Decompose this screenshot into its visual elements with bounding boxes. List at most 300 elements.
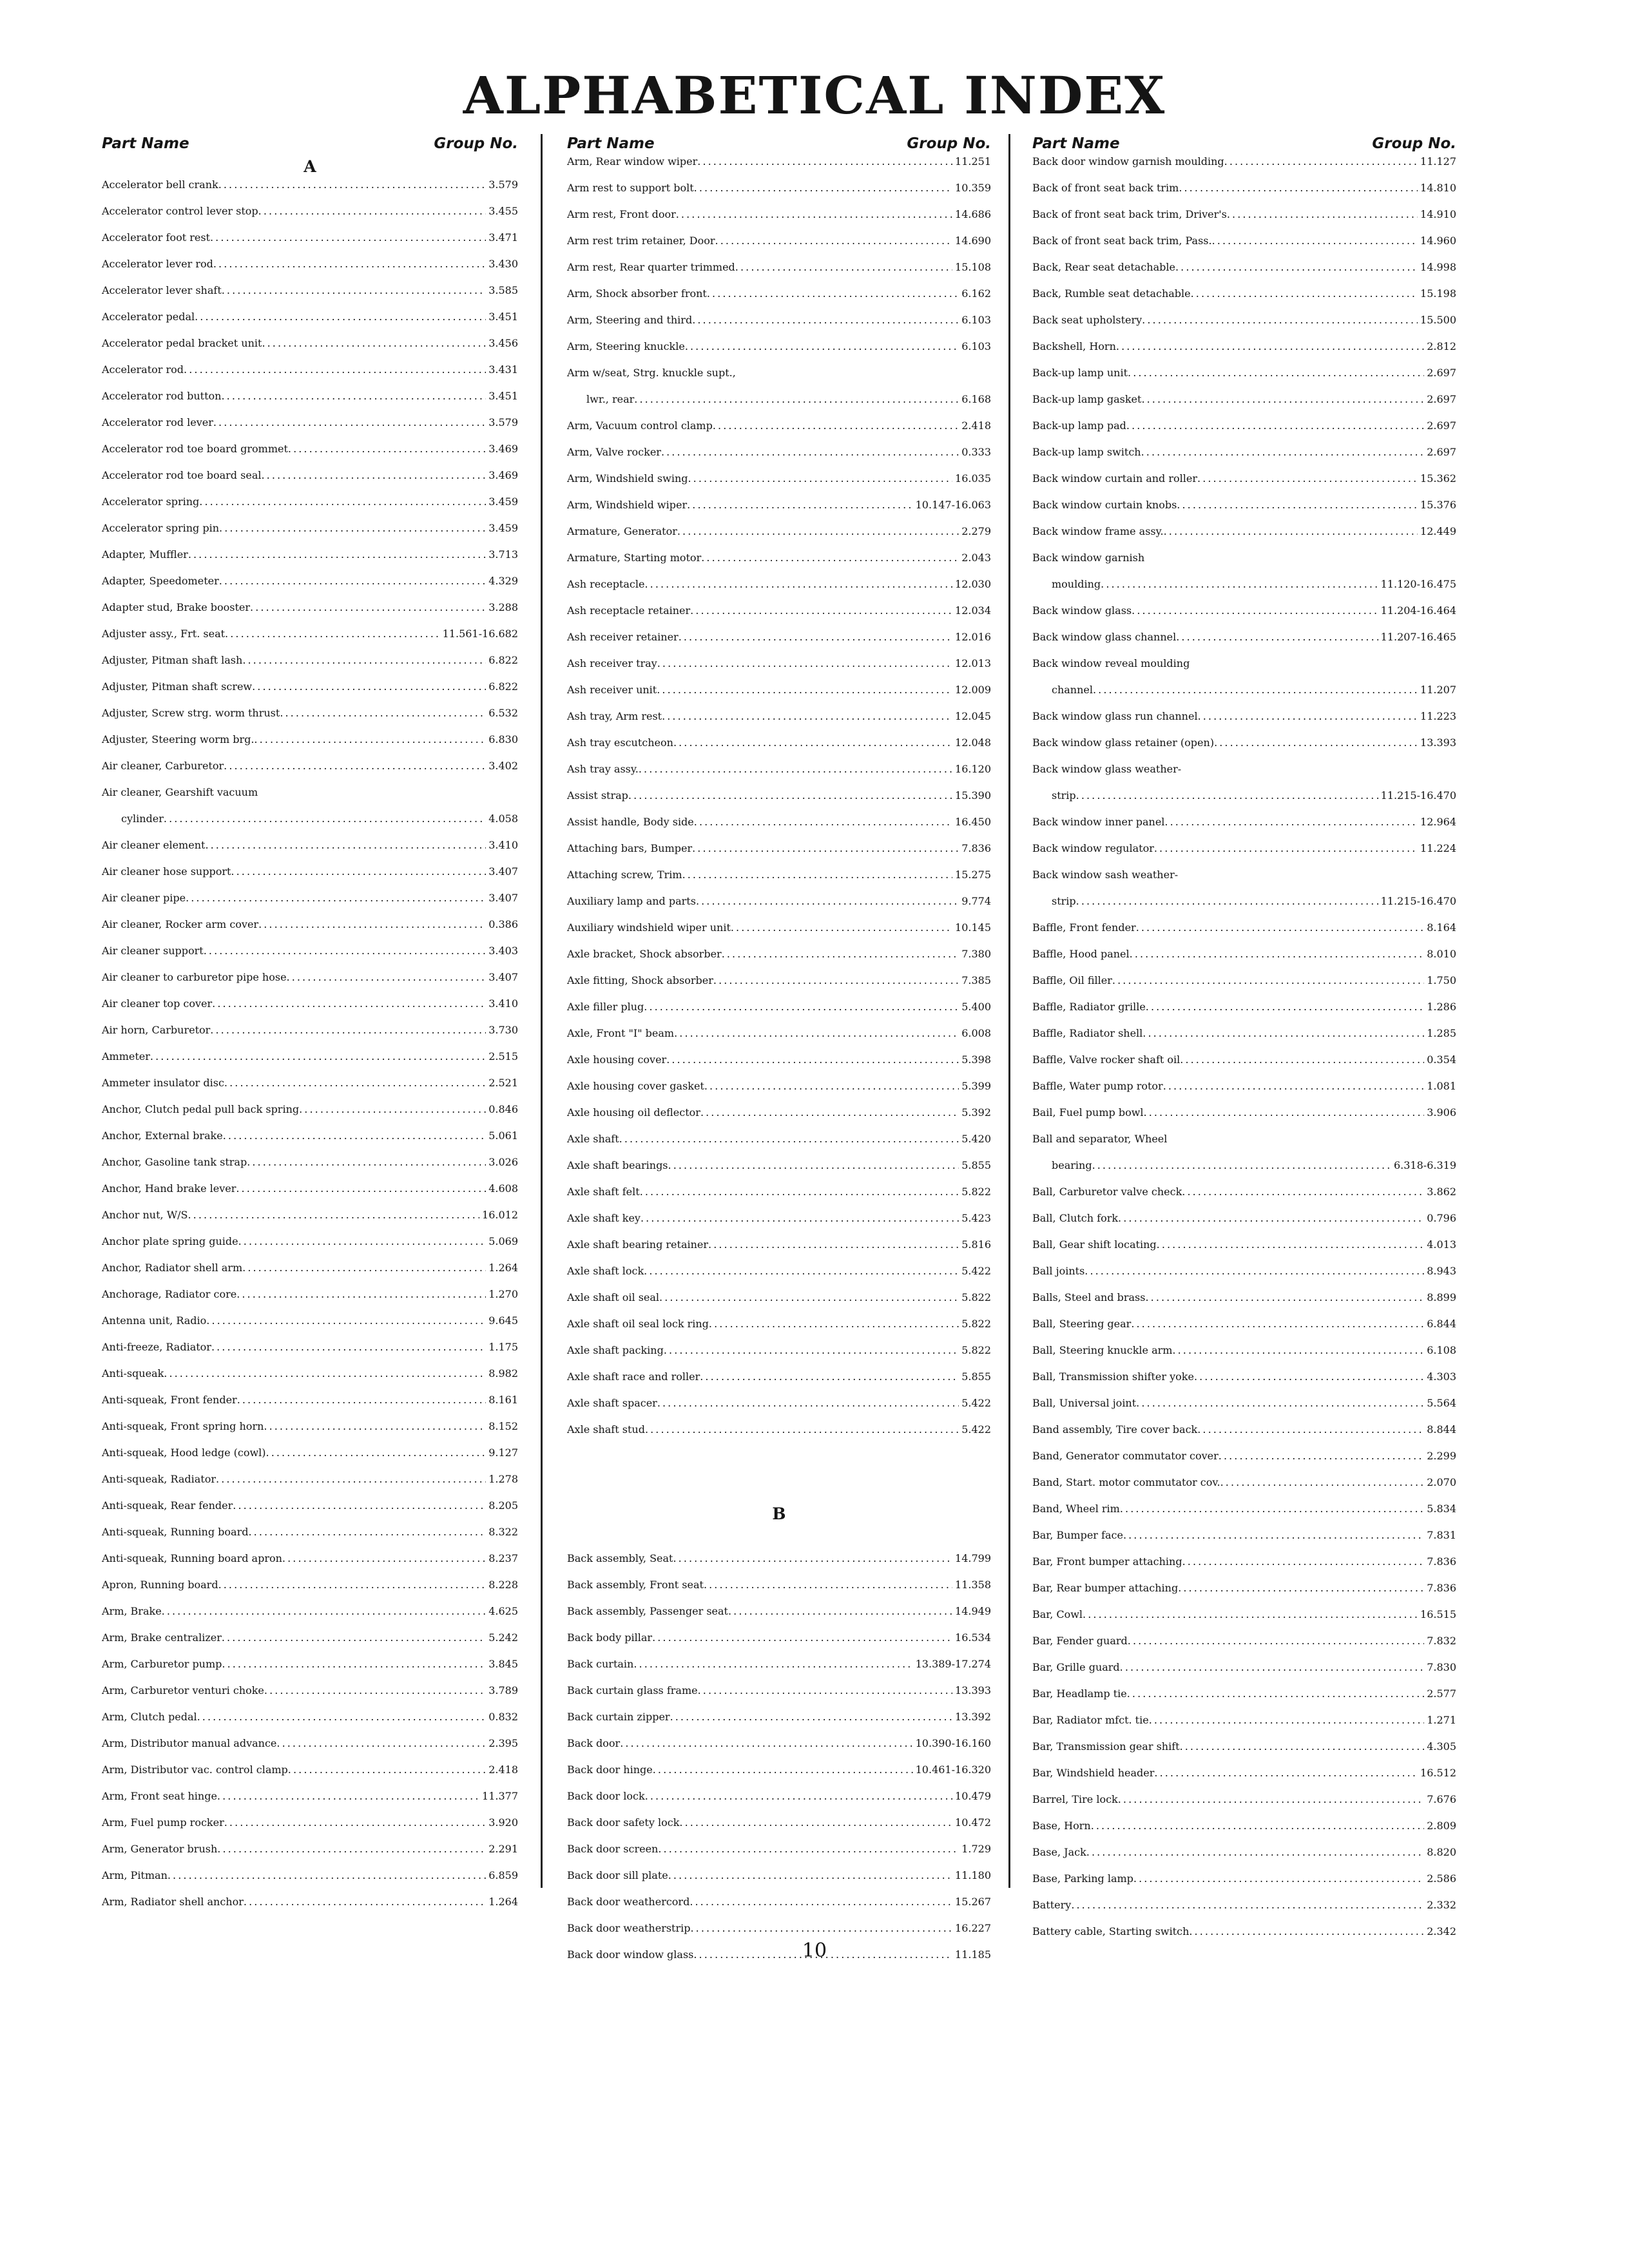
dot-leader (633, 1658, 912, 1670)
part-name: Air cleaner, Rocker arm cover (102, 918, 259, 930)
dot-leader (1220, 1476, 1425, 1488)
index-entry (567, 208, 991, 235)
dot-leader (224, 1077, 486, 1089)
dot-leader (628, 789, 952, 802)
part-name: Ash receptacle (567, 578, 645, 590)
part-name: Arm, Distributor vac. control clamp (102, 1763, 288, 1776)
group-number: 5.420 (961, 1133, 991, 1145)
index-entry (567, 155, 991, 182)
part-name: Ball, Carburetor valve check (1032, 1186, 1182, 1198)
index-entry (567, 842, 991, 869)
part-name: Arm, Brake centralizer (102, 1631, 222, 1644)
part-name: Axle shaft (567, 1133, 619, 1145)
index-entry (567, 1053, 991, 1080)
index-entry (102, 1077, 518, 1103)
group-number: 1.285 (1427, 1027, 1456, 1039)
group-number: 16.515 (1420, 1608, 1456, 1620)
group-number: 15.108 (955, 261, 991, 273)
group-number: 3.585 (488, 284, 518, 296)
part-name: Back seat upholstery (1032, 314, 1142, 326)
group-number: 12.030 (955, 578, 991, 590)
index-entry (567, 1816, 991, 1843)
group-number: 2.332 (1427, 1899, 1456, 1911)
group-number: 7.836 (1427, 1582, 1456, 1594)
group-number: 2.697 (1427, 419, 1456, 432)
part-name: Back door weatherstrip (567, 1922, 691, 1934)
dot-leader (687, 499, 913, 511)
index-entry (102, 1420, 518, 1446)
part-name: Back, Rumble seat detachable (1032, 287, 1191, 300)
group-number: 6.162 (961, 287, 991, 300)
dot-leader (1145, 1291, 1424, 1303)
part-name: Arm, Windshield wiper (567, 499, 688, 511)
part-name: Band, Generator commutator cover (1032, 1450, 1219, 1462)
index-entry (102, 1341, 518, 1367)
part-name: Balls, Steel and brass (1032, 1291, 1146, 1303)
part-name: Anchorage, Radiator core (102, 1288, 237, 1300)
part-name: Arm, Windshield swing (567, 472, 688, 485)
index-entry (1032, 367, 1456, 393)
index-entry (1032, 816, 1456, 842)
dot-leader (1177, 499, 1418, 511)
group-number: 14.686 (955, 208, 991, 220)
part-name: Arm, Distributor manual advance (102, 1737, 277, 1749)
index-entry (567, 1212, 991, 1238)
part-name: Accelerator lever shaft (102, 284, 222, 296)
index-entry (1032, 1291, 1456, 1318)
part-name: Baffle, Radiator shell (1032, 1027, 1143, 1039)
group-number: 7.676 (1427, 1793, 1456, 1805)
index-entry (1032, 1265, 1456, 1291)
group-number: 12.048 (955, 736, 991, 749)
part-name: Axle shaft oil seal lock ring (567, 1318, 709, 1330)
index-entry (102, 1711, 518, 1737)
group-number: 3.430 (488, 258, 518, 270)
index-entry (567, 578, 991, 604)
group-number: 8.982 (488, 1367, 518, 1379)
page-number: 10 (802, 1939, 827, 1962)
index-entry (567, 816, 991, 842)
part-name: Baffle, Water pump rotor (1032, 1080, 1163, 1092)
index-entry (1032, 1872, 1456, 1899)
index-entry (1032, 1529, 1456, 1555)
part-name: Accelerator pedal (102, 311, 195, 323)
part-name: Back window frame assy. (1032, 525, 1164, 537)
part-name: Back door screen (567, 1843, 659, 1855)
group-number: 3.789 (488, 1684, 518, 1696)
index-entry (102, 231, 518, 258)
part-name: Arm w/seat, Strg. knuckle supt., (567, 367, 736, 379)
part-name: Ball and separator, Wheel (1032, 1133, 1168, 1145)
part-name: Back door weathercord (567, 1896, 690, 1908)
index-entry (567, 921, 991, 948)
group-number: 5.855 (961, 1159, 991, 1171)
part-name: Arm, Vacuum control clamp (567, 419, 713, 432)
part-name: Ammeter (102, 1050, 150, 1062)
index-entry (102, 1024, 518, 1050)
group-number: 5.398 (961, 1053, 991, 1066)
part-name: Ash receptacle retainer (567, 604, 691, 617)
group-number: 7.385 (961, 974, 991, 986)
dot-leader (1191, 287, 1418, 300)
part-name: Back curtain zipper (567, 1711, 670, 1723)
index-column-1 (102, 132, 518, 1922)
group-number: 4.625 (488, 1605, 518, 1617)
group-number: 3.410 (488, 839, 518, 851)
index-entry (567, 1579, 991, 1605)
dot-leader (1076, 789, 1378, 802)
dot-leader (242, 1262, 486, 1274)
dot-leader (692, 314, 959, 326)
index-entry (1032, 1423, 1456, 1450)
group-number: 5.834 (1427, 1503, 1456, 1515)
dot-leader (694, 816, 952, 828)
index-entry (1032, 472, 1456, 499)
part-name: Battery (1032, 1899, 1072, 1911)
part-name: Back curtain glass frame (567, 1684, 698, 1696)
part-name: Back window regulator (1032, 842, 1154, 854)
group-number: 3.920 (488, 1816, 518, 1829)
dot-leader (247, 1156, 486, 1168)
group-number: 12.034 (955, 604, 991, 617)
part-name: Accelerator pedal bracket unit (102, 337, 262, 349)
group-number: 5.400 (961, 1001, 991, 1013)
dot-leader (634, 393, 959, 405)
index-entry (1032, 869, 1456, 921)
part-name: Accelerator rod button (102, 390, 222, 402)
group-number: 8.943 (1427, 1265, 1456, 1277)
part-name: Arm, Valve rocker (567, 446, 661, 458)
part-name: Arm rest, Front door (567, 208, 676, 220)
dot-leader (1118, 1212, 1424, 1224)
part-name: strip (1052, 789, 1076, 802)
dot-leader (280, 707, 486, 719)
dot-leader (1130, 948, 1425, 960)
part-name: Axle shaft lock (567, 1265, 644, 1277)
dot-leader (1224, 155, 1418, 168)
index-entry (102, 1473, 518, 1499)
blank-line (567, 1526, 991, 1552)
group-number: 11.180 (955, 1869, 991, 1881)
part-name: Axle shaft stud (567, 1423, 645, 1436)
part-name: Auxiliary windshield wiper unit (567, 921, 731, 934)
index-entry (102, 654, 518, 680)
index-entry (102, 1658, 518, 1684)
dot-leader (1163, 1080, 1425, 1092)
group-number: 12.016 (955, 631, 991, 643)
dot-leader (1212, 235, 1418, 247)
group-number: 5.816 (961, 1238, 991, 1251)
index-entry (567, 1318, 991, 1344)
dot-leader (1093, 684, 1418, 696)
dot-leader (1128, 367, 1424, 379)
dot-leader (731, 921, 952, 934)
group-number: 2.577 (1427, 1687, 1456, 1700)
group-number: 3.730 (488, 1024, 518, 1036)
index-entry (1032, 235, 1456, 261)
part-name: Back curtain (567, 1658, 634, 1670)
index-entry (102, 997, 518, 1024)
index-entry (567, 235, 991, 261)
index-entry (1032, 1740, 1456, 1767)
group-number: 16.534 (955, 1631, 991, 1644)
dot-leader (188, 548, 486, 561)
part-name: Axle shaft key (567, 1212, 641, 1224)
index-entry (567, 525, 991, 552)
part-name: Air cleaner element (102, 839, 206, 851)
dot-leader (258, 205, 487, 217)
part-name: Bar, Headlamp tie (1032, 1687, 1127, 1700)
index-entry (1032, 261, 1456, 287)
group-number: 8.237 (488, 1552, 518, 1564)
index-entry (1032, 1212, 1456, 1238)
group-number: 11.215-16.470 (1380, 895, 1456, 907)
index-entry (102, 416, 518, 443)
part-name: Arm, Clutch pedal (102, 1711, 197, 1723)
part-name-heading: Part Name (567, 135, 655, 152)
dot-leader (645, 1423, 959, 1436)
index-entry (567, 789, 991, 816)
dot-leader (213, 258, 486, 270)
part-name: lwr., rear (586, 393, 635, 405)
index-entry (567, 1397, 991, 1423)
index-entry (567, 1265, 991, 1291)
dot-leader (1149, 1714, 1425, 1726)
part-name: Assist handle, Body side (567, 816, 694, 828)
part-name: Anti-squeak, Front fender (102, 1394, 237, 1406)
index-entry (102, 469, 518, 495)
part-name: Apron, Running board (102, 1579, 218, 1591)
part-name: Air cleaner hose support (102, 865, 231, 878)
group-number: 8.228 (488, 1579, 518, 1591)
part-name: Back door hinge (567, 1763, 653, 1776)
dot-leader (722, 948, 959, 960)
dot-leader (1182, 1555, 1425, 1568)
dot-leader (1128, 1635, 1424, 1647)
index-entry (1032, 657, 1456, 710)
index-entry (567, 974, 991, 1001)
group-number: 3.402 (488, 760, 518, 772)
dot-leader (677, 525, 959, 537)
group-number: 15.267 (955, 1896, 991, 1908)
part-name: Armature, Starting motor (567, 552, 702, 564)
index-entry (567, 1080, 991, 1106)
group-number: 11.207 (1420, 684, 1456, 696)
dot-leader (1227, 208, 1418, 220)
part-name: Bar, Cowl (1032, 1608, 1083, 1620)
group-number: 15.500 (1420, 314, 1456, 326)
part-name: Arm, Pitman (102, 1869, 168, 1881)
index-entry (567, 1186, 991, 1212)
index-entry (102, 178, 518, 205)
group-number: 2.418 (488, 1763, 518, 1776)
dot-leader (641, 1212, 959, 1224)
group-number: 6.532 (488, 707, 518, 719)
index-entries (567, 155, 991, 1975)
part-name: Arm rest to support bolt (567, 182, 694, 194)
index-entry (102, 1763, 518, 1790)
dot-leader (662, 710, 952, 722)
part-name: Base, Jack (1032, 1846, 1086, 1858)
dot-leader (1154, 842, 1418, 854)
part-name: Air cleaner support (102, 945, 204, 957)
part-name: Ash receiver retainer (567, 631, 679, 643)
part-name: Bar, Grille guard (1032, 1661, 1120, 1673)
index-entry (567, 1344, 991, 1370)
dot-leader (1141, 393, 1424, 405)
group-number: 0.354 (1427, 1053, 1456, 1066)
group-number: 3.407 (488, 971, 518, 983)
group-number: 2.070 (1427, 1476, 1456, 1488)
index-entry (567, 1711, 991, 1737)
group-number: 6.822 (488, 654, 518, 666)
group-number: 1.270 (488, 1288, 518, 1300)
group-number: 5.564 (1427, 1397, 1456, 1409)
part-name: Accelerator spring (102, 495, 200, 508)
index-entry (1032, 1053, 1456, 1080)
group-number: 11.120-16.475 (1380, 578, 1456, 590)
group-number: 11.215-16.470 (1380, 789, 1456, 802)
group-number: 1.081 (1427, 1080, 1456, 1092)
index-entry (102, 733, 518, 760)
part-name: Back door window garnish moulding (1032, 155, 1224, 168)
dot-leader (218, 1579, 487, 1591)
index-entries (1032, 155, 1456, 1952)
part-name: Arm, Steering and third (567, 314, 693, 326)
part-name: Accelerator rod lever (102, 416, 213, 428)
part-name: Back of front seat back trim, Driver's (1032, 208, 1227, 220)
dot-leader (1123, 1529, 1424, 1541)
part-name: Ammeter insulator disc (102, 1077, 224, 1089)
group-number: 14.998 (1420, 261, 1456, 273)
part-name: Ball joints (1032, 1265, 1085, 1277)
dot-leader (620, 1737, 912, 1749)
index-column-3 (1032, 132, 1456, 1952)
part-name: Anchor plate spring guide (102, 1235, 238, 1247)
index-entry (567, 895, 991, 921)
part-name: Anti-squeak (102, 1367, 164, 1379)
index-entry (102, 205, 518, 231)
group-number: 5.423 (961, 1212, 991, 1224)
index-entry (1032, 710, 1456, 736)
group-number: 15.362 (1420, 472, 1456, 485)
part-name: cylinder (121, 812, 164, 825)
dot-leader (217, 1790, 479, 1802)
part-name: Anchor, Radiator shell arm (102, 1262, 243, 1274)
dot-leader (186, 892, 486, 904)
dot-leader (696, 895, 959, 907)
index-entry (567, 1869, 991, 1896)
dot-leader (1144, 1106, 1425, 1119)
group-number: 6.103 (961, 314, 991, 326)
index-entry (567, 1790, 991, 1816)
group-number: 7.836 (961, 842, 991, 854)
group-number: 5.392 (961, 1106, 991, 1119)
part-name: Assist strap (567, 789, 628, 802)
dot-leader (652, 1631, 952, 1644)
part-name: Anti-squeak, Hood ledge (cowl) (102, 1446, 266, 1459)
part-name: Back of front seat back trim, Pass. (1032, 235, 1212, 247)
group-number: 6.844 (1427, 1318, 1456, 1330)
dot-leader (262, 337, 486, 349)
group-number: 10.390-16.160 (915, 1737, 991, 1749)
part-name: Accelerator spring pin (102, 522, 220, 534)
dot-leader (248, 1526, 486, 1538)
group-number: 0.386 (488, 918, 518, 930)
group-number: 8.161 (488, 1394, 518, 1406)
part-name-heading: Part Name (1032, 135, 1120, 152)
index-entry (567, 1001, 991, 1027)
part-name: Accelerator control lever stop (102, 205, 258, 217)
part-name: Axle filler plug (567, 1001, 644, 1013)
group-number: 5.855 (961, 1370, 991, 1383)
part-name: Bar, Rear bumper attaching (1032, 1582, 1179, 1594)
index-entry (1032, 182, 1456, 208)
index-entry (567, 314, 991, 340)
group-number: 16.012 (482, 1209, 518, 1221)
index-entry (102, 1552, 518, 1579)
group-number: 3.469 (488, 469, 518, 481)
index-entry (102, 760, 518, 786)
dot-leader (224, 760, 486, 772)
dot-leader (704, 1080, 959, 1092)
part-name: Auxiliary lamp and parts (567, 895, 696, 907)
group-number: 9.774 (961, 895, 991, 907)
dot-leader (666, 1053, 959, 1066)
part-name: Back door safety lock (567, 1816, 680, 1829)
index-entry (102, 707, 518, 733)
part-name: Accelerator rod (102, 363, 184, 376)
part-name: Bail, Fuel pump bowl (1032, 1106, 1144, 1119)
dot-leader (219, 522, 486, 534)
index-entry (102, 1816, 518, 1843)
index-entry (102, 1843, 518, 1869)
dot-leader (657, 1397, 959, 1409)
group-number: 3.451 (488, 390, 518, 402)
part-name: Adjuster, Pitman shaft lash (102, 654, 243, 666)
dot-leader (1214, 736, 1418, 749)
group-number: 5.399 (961, 1080, 991, 1092)
dot-leader (1197, 1423, 1424, 1436)
dot-leader (704, 1579, 952, 1591)
dot-leader (1172, 1344, 1424, 1356)
dot-leader (1176, 631, 1378, 643)
index-entry (1032, 1714, 1456, 1740)
dot-leader (735, 261, 952, 273)
index-entry (102, 601, 518, 628)
index-entry (567, 472, 991, 499)
dot-leader (679, 631, 952, 643)
index-entry (567, 1896, 991, 1922)
dot-leader (254, 733, 486, 745)
index-entry (1032, 1608, 1456, 1635)
part-name: Arm, Brake (102, 1605, 162, 1617)
dot-leader (218, 178, 486, 191)
group-no-heading: Group No. (907, 135, 991, 152)
group-number: 4.303 (1427, 1370, 1456, 1383)
dot-leader (261, 469, 486, 481)
part-name: Air cleaner, Carburetor (102, 760, 224, 772)
part-name: Accelerator foot rest (102, 231, 210, 244)
page-title: ALPHABETICAL INDEX (463, 65, 1166, 126)
index-entry (102, 1182, 518, 1209)
dot-leader (222, 1658, 486, 1670)
index-entry (102, 522, 518, 548)
part-name: Adjuster, Steering worm brg. (102, 733, 255, 745)
part-name: Ash tray escutcheon (567, 736, 673, 749)
group-number: 11.207-16.465 (1380, 631, 1456, 643)
index-entry (1032, 1820, 1456, 1846)
